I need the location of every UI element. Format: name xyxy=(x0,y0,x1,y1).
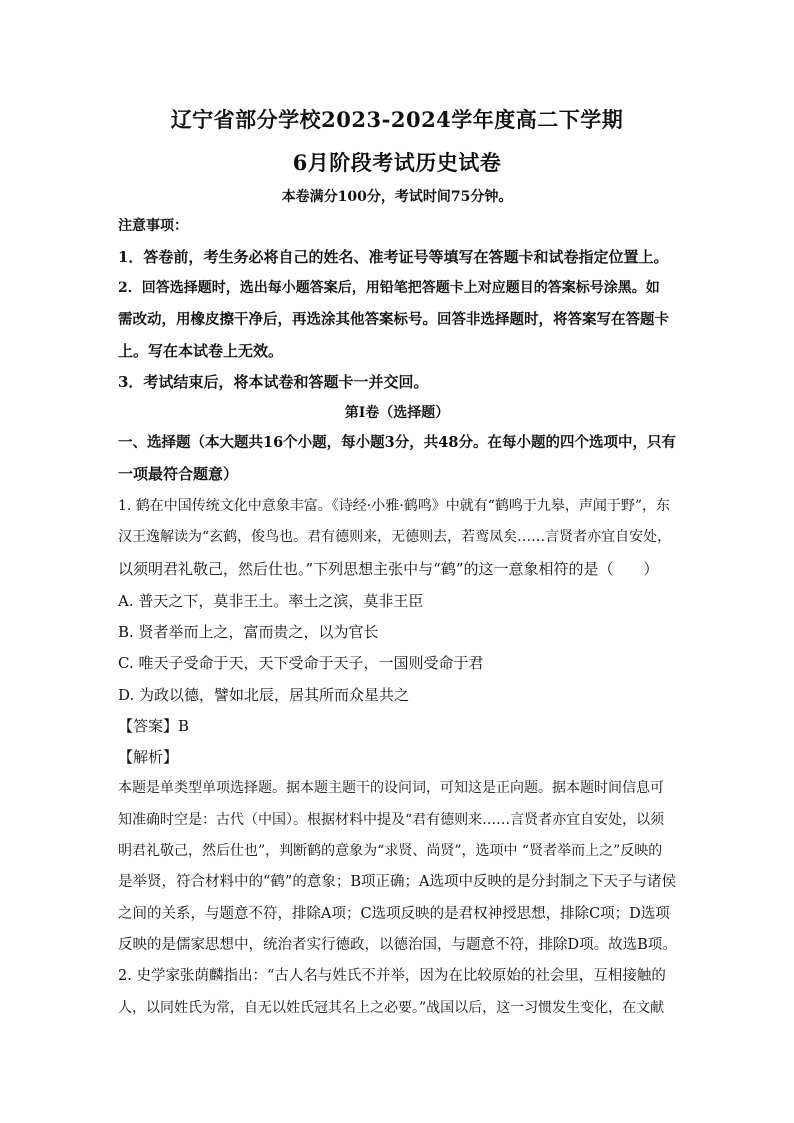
q1-option-a: A. 普天之下，莫非王土。率土之滨，莫非王臣 xyxy=(118,592,424,610)
q1-stem-line3: 以须明君礼敬己，然后仕也。”下列思想主张中与“鹤”的这一意象相符的是（ ） xyxy=(118,560,659,578)
q2-stem-line2: 人，以同姓氏为常，自无以姓氏冠其名上之必要。”战国以后，这一习惯发生变化，在文献 xyxy=(118,1000,665,1016)
notes-heading: 注意事项： xyxy=(118,218,188,234)
q1-option-d: D. 为政以德，譬如北辰，居其所而众星共之 xyxy=(118,686,410,704)
q2-stem-line1: 2. 史学家张荫麟指出：“古人名与姓氏不并举，因为在比较原始的社会里，互相接触的 xyxy=(118,968,666,984)
q1-analysis-line4: 是举贤，符合材料中的“鹤”的意象；B项正确；A选项中反映的是分封制之下天子与诸侯 xyxy=(118,874,676,890)
notes-item-1: 1．答卷前，考生务必将自己的姓名、准考证号等填写在答题卡和试卷指定位置上。 xyxy=(118,248,669,266)
part-heading-line2: 一项最符合题意） xyxy=(118,465,239,483)
notes-item-2-line2: 需改动，用橡皮擦干净后，再选涂其他答案标号。回答非选择题时，将答案写在答题卡 xyxy=(118,311,669,328)
exam-title-line2: 6月阶段考试历史试卷 xyxy=(292,150,502,175)
q1-analysis-line1: 本题是单类型单项选择题。据本题主题干的设问词，可知这是正向题。据本题时间信息可 xyxy=(118,780,664,796)
q1-analysis-line2: 知准确时空是：古代（中国）。根据材料中提及“君有德则来……言贤者亦宜自安处，以须 xyxy=(118,812,665,828)
exam-title-line1: 辽宁省部分学校2023-2024学年度高二下学期 xyxy=(170,107,624,132)
q1-analysis-line3: 明君礼敬己，然后仕也”，判断鹤的意象为“求贤、尚贤”，选项中 “贤者举而上之”反映的 xyxy=(118,843,663,859)
q1-answer: 【答案】B xyxy=(118,717,190,735)
q1-stem-line2: 汉王逸解读为“玄鹤，俊鸟也。君有德则来，无德则去，若鸾凤矣……言贤者亦宜自安处， xyxy=(118,529,672,545)
q1-analysis-line6: 反映的是儒家思想中，统治者实行德政，以德治国，与题意不符，排除D项。故选B项。 xyxy=(118,937,677,953)
volume-title: 第Ⅰ卷（选择题） xyxy=(344,405,450,421)
part-heading-line1: 一、选择题（本大题共16个小题，每小题3分，共48分。在每小题的四个选项中，只有 xyxy=(118,434,676,451)
notes-item-3: 3．考试结束后，将本试卷和答题卡一并交回。 xyxy=(118,373,429,391)
q1-stem-line1: 1. 鹤在中国传统文化中意象丰富。《诗经·小雅·鹤鸣》中就有“鹤鸣于九皋，声闻于野”，东 xyxy=(118,498,671,514)
notes-item-2-line1: 2．回答选择题时，选出每小题答案后，用铅笔把答题卡上对应题目的答案标号涂黑。如 xyxy=(118,280,660,296)
q1-option-b: B. 贤者举而上之，富而贵之，以为官长 xyxy=(118,623,379,641)
q1-analysis-heading: 【解析】 xyxy=(118,748,179,766)
q1-option-c: C. 唯天子受命于天，天下受命于天子，一国则受命于君 xyxy=(118,654,484,672)
notes-item-2-line3: 上。写在本试卷上无效。 xyxy=(118,342,284,360)
q1-analysis-line5: 之间的关系，与题意不符，排除A项；C选项反映的是君权神授思想，排除C项；D选项 xyxy=(118,906,670,922)
exam-subtitle: 本卷满分100分，考试时间75分钟。 xyxy=(281,189,513,205)
